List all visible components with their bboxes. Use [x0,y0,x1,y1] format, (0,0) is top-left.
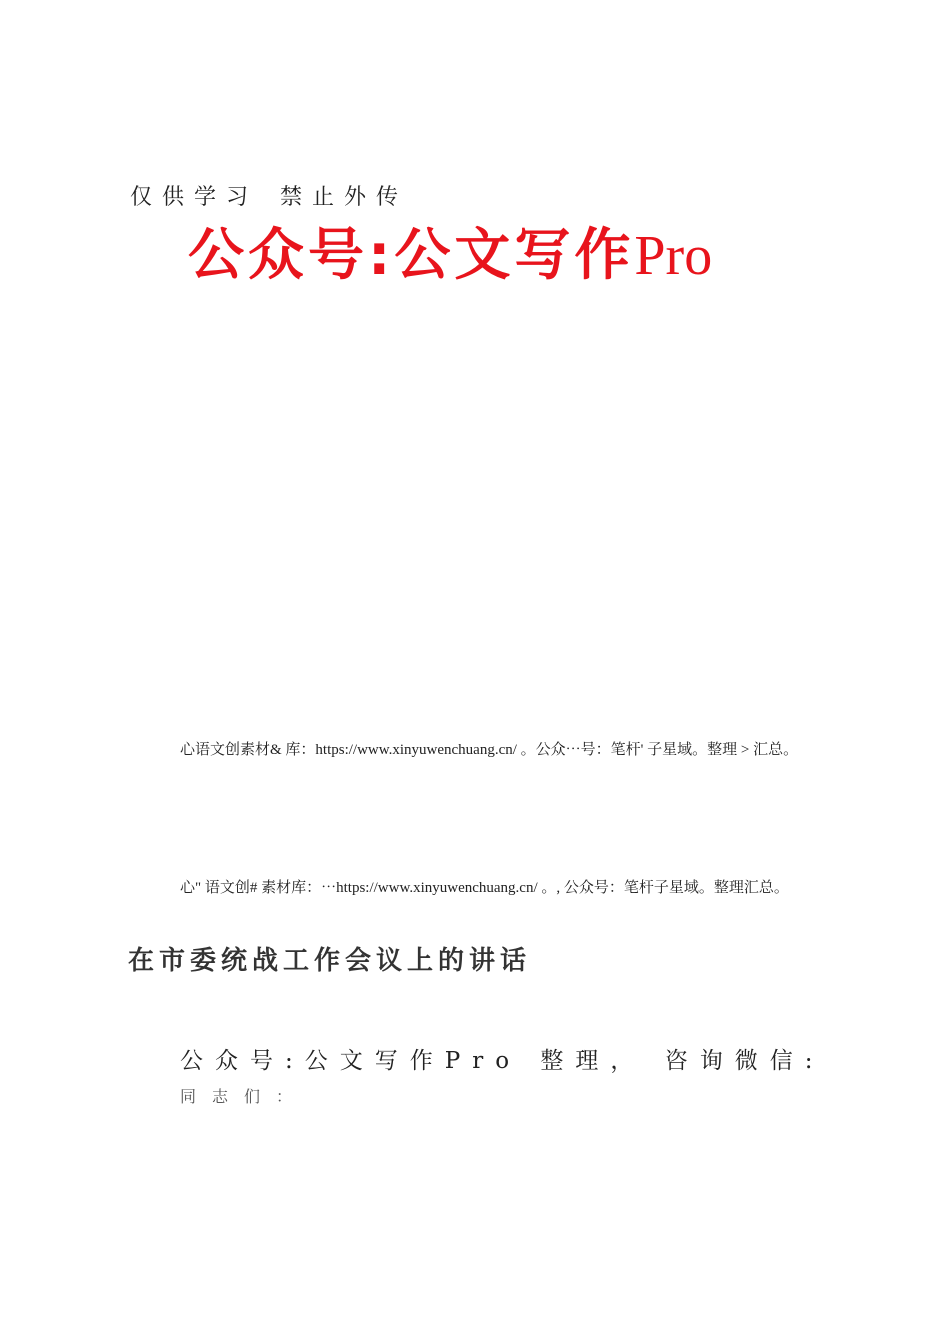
organizer-line: 公众号:公文写作Pro 整理， 咨询微信: [180,1048,825,1074]
brand-latin-text: Pro [634,225,713,287]
notice-no-distribution: 禁止外传 [280,185,409,210]
source-paragraph-2: 心" 语文创# 素材库：⋯https://www.xinyuwenchuang.cn/ 。, 公众号：笔杆子星域。整理汇总。 [180,880,789,896]
document-title: 在市委统战工作会议上的讲话 [128,946,532,976]
brand-cjk-text: 公众号:公文写作 [188,223,635,288]
notice-banner [130,180,430,211]
source-paragraph-1: 心语文创素材& 库：https://www.xinyuwenchuang.cn/ 。公众⋯号：笔杆' 子星域。整理 > 汇总。 [180,742,799,758]
salutation: 同志们： [180,1087,309,1106]
notice-study-only: 仅供学习 [130,185,259,210]
brand-watermark [188,223,713,288]
